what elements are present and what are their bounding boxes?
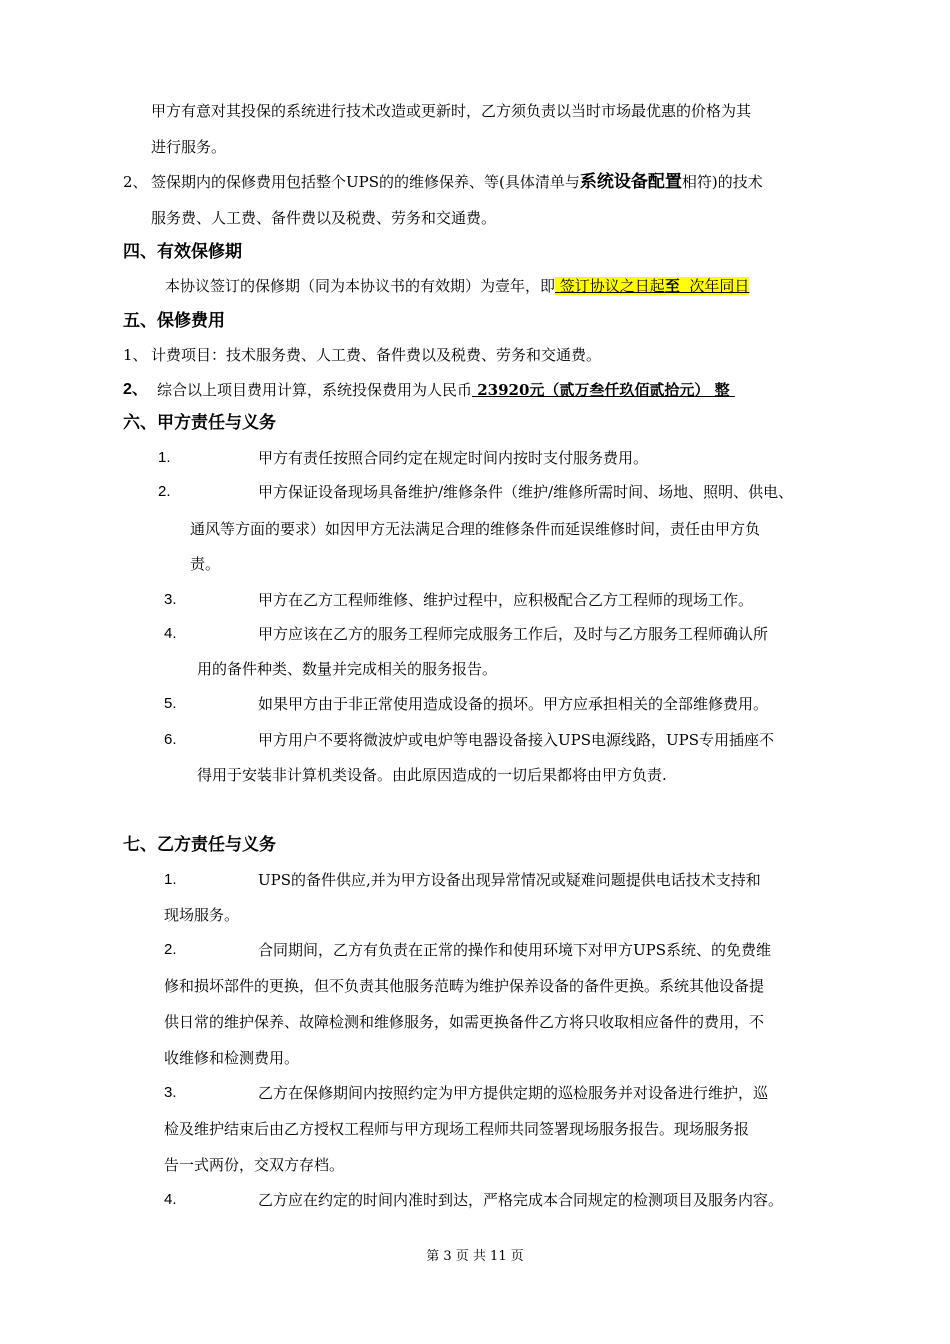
s6-item-4-number: 4. — [164, 625, 177, 642]
page-footer: 第 3 页 共 11 页 — [426, 1249, 524, 1264]
s7-item-2-number: 2. — [164, 941, 177, 958]
section-4-heading: 四、有效保修期 — [123, 242, 242, 262]
s7-item-2-line-4: 收维修和检测费用。 — [164, 1049, 300, 1067]
section-5-item-2-text: 综合以上项目费用计算，系统投保费用为人民币 23920元（贰万叁仟玖佰贰拾元） 整 — [157, 380, 735, 400]
s6-item-4-line-2: 用的备件种类、数量并完成相关的服务报告。 — [197, 660, 498, 678]
item-2-line-2: 服务费、人工费、备件费以及税费、劳务和交通费。 — [151, 209, 497, 227]
highlight-sign-date: 签订协议之日起至 次年同日 — [555, 277, 749, 295]
s6-item-1-line-1: 甲方有责任按照合同约定在规定时间内按时支付服务费用。 — [258, 449, 649, 467]
s6-item-6-number: 6. — [164, 731, 177, 748]
s7-item-4-line-1: 乙方应在约定的时间内准时到达，严格完成本合同规定的检测项目及服务内容。 — [258, 1191, 784, 1209]
s6-item-3-line-1: 甲方在乙方工程师维修、维护过程中，应积极配合乙方工程师的现场工作。 — [258, 591, 754, 609]
s7-item-2-line-2: 修和损坏部件的更换，但不负责其他服务范畴为维护保养设备的备件更换。系统其他设备提 — [164, 977, 765, 995]
system-config-bold: 系统设备配置 — [579, 172, 682, 192]
s7-item-1-line-1: UPS的备件供应,并为甲方设备出现异常情况或疑难问题提供电话技术支持和 — [258, 871, 761, 889]
intro-line-1: 甲方有意对其投保的系统进行技术改造或更新时，乙方须负责以当时市场最优惠的价格为其 — [151, 102, 752, 120]
section-5-item-1-text: 计费项目：技术服务费、人工费、备件费以及税费、劳务和交通费。 — [151, 346, 602, 364]
section-5-item-2-number: 2、 — [123, 381, 148, 398]
s6-item-6-line-1: 甲方用户不要将微波炉或电炉等电器设备接入UPS电源线路，UPS专用插座不 — [258, 731, 775, 749]
s7-item-3-line-3: 告一式两份，交双方存档。 — [164, 1156, 345, 1174]
intro-line-2: 进行服务。 — [151, 138, 227, 156]
s7-item-4-number: 4. — [164, 1191, 177, 1208]
s6-item-2-line-3: 责。 — [190, 555, 221, 573]
s7-item-3-number: 3. — [164, 1084, 177, 1101]
s7-item-3-line-2: 检及维护结束后由乙方授权工程师与甲方现场工程师共同签署现场服务报告。现场服务报 — [164, 1120, 750, 1138]
s6-item-5-line-1: 如果甲方由于非正常使用造成设备的损坏。甲方应承担相关的全部维修费用。 — [258, 695, 769, 713]
section-6-heading: 六、甲方责任与义务 — [123, 413, 276, 433]
s6-item-3-number: 3. — [164, 591, 177, 608]
s6-item-5-number: 5. — [164, 695, 177, 712]
section-5-item-1-number: 1、 — [123, 346, 148, 364]
s7-item-2-line-1: 合同期间，乙方有负责在正常的操作和使用环境下对甲方UPS系统、的免费维 — [258, 941, 772, 959]
s7-item-1-number: 1. — [164, 871, 177, 888]
s7-item-3-line-1: 乙方在保修期间内按照约定为甲方提供定期的巡检服务并对设备进行维护，巡 — [258, 1084, 769, 1102]
item-2-number: 2、 — [123, 173, 148, 191]
s6-item-4-line-1: 甲方应该在乙方的服务工程师完成服务工作后，及时与乙方服务工程师确认所 — [258, 625, 769, 643]
s6-item-1-number: 1. — [158, 449, 171, 466]
section-4-text: 本协议签订的保修期（同为本协议书的有效期）为壹年，即 签订协议之日起至 次年同日 — [165, 277, 750, 295]
fee-amount: 23920元（贰万叁仟玖佰贰拾元） 整 — [477, 381, 730, 399]
section-7-heading: 七、乙方责任与义务 — [123, 835, 276, 855]
s6-item-6-line-2: 得用于安装非计算机类设备。由此原因造成的一切后果都将由甲方负责. — [197, 766, 667, 784]
item-2-line-1: 签保期内的保修费用包括整个UPS的的维修保养、等(具体清单与系统设备配置相符)的技术 — [151, 172, 763, 192]
s6-item-2-number: 2. — [158, 483, 171, 500]
s7-item-2-line-3: 供日常的维护保养、故障检测和维修服务，如需更换备件乙方将只收取相应备件的费用，不 — [164, 1013, 765, 1031]
section-5-heading: 五、保修费用 — [123, 311, 225, 331]
s6-item-2-line-2: 通风等方面的要求）如因甲方无法满足合理的维修条件而延误维修时间，责任由甲方负 — [190, 520, 761, 538]
s7-item-1-line-2: 现场服务。 — [164, 906, 240, 924]
s6-item-2-line-1: 甲方保证设备现场具备维护/维修条件（维护/维修所需时间、场地、照明、供电、 — [258, 483, 794, 501]
